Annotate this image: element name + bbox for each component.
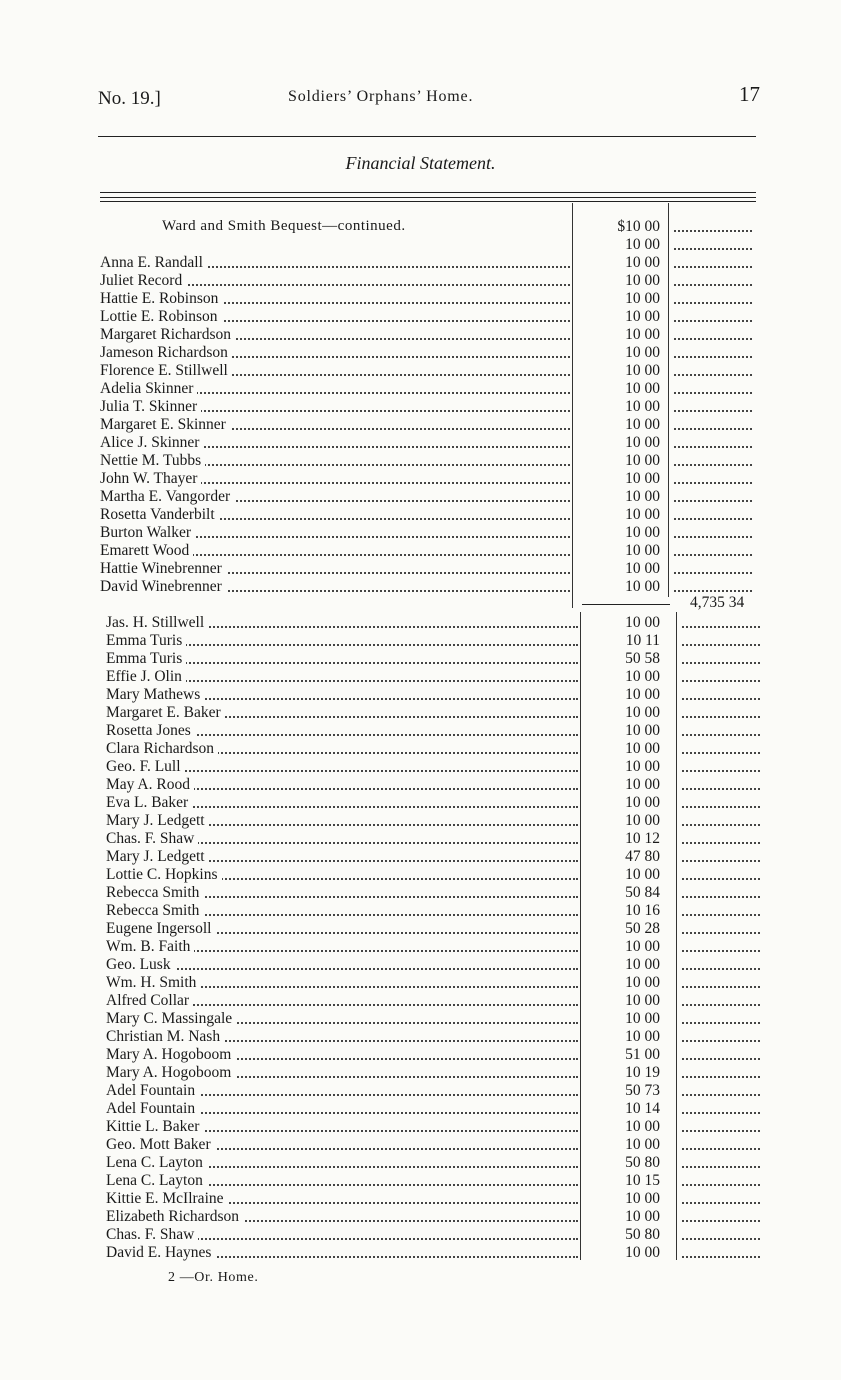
amount: 10 00: [625, 794, 660, 811]
page-header: [98, 80, 760, 110]
payee-name: [100, 524, 570, 542]
leader-dots: [682, 1238, 760, 1240]
leader-dots: [674, 428, 752, 430]
payee-name-text: David Winebrenner: [100, 578, 226, 595]
leader-dots: [674, 500, 752, 502]
amount: 10 00: [625, 956, 660, 973]
leader-dots: [682, 770, 760, 772]
payee-name-text: Mary A. Hogoboom: [106, 1064, 235, 1081]
payee-name: [100, 308, 570, 326]
ledger-row: [0, 704, 841, 722]
amount: 10 00: [625, 470, 660, 487]
payee-name: [100, 560, 570, 578]
amount: 10 00: [625, 416, 660, 433]
running-title: Soldiers’ Orphans’ Home.: [288, 88, 474, 105]
ledger-row: [0, 1100, 841, 1118]
payee-name: [106, 1064, 578, 1082]
payee-name: [106, 830, 578, 848]
payee-name-text: Margaret Richardson: [100, 326, 235, 343]
amount: 10 00: [625, 560, 660, 577]
ledger-row: [0, 668, 841, 686]
ledger-row: [0, 1010, 841, 1028]
ledger-row: [0, 470, 841, 488]
leader-dots: [682, 1022, 760, 1024]
payee-name: [106, 776, 578, 794]
payee-name: [106, 992, 578, 1010]
payee-name-text: Hattie Winebrenner: [100, 560, 226, 577]
amount: 50 80: [625, 1226, 660, 1243]
payee-name-text: Nettie M. Tubbs: [100, 452, 205, 469]
payee-name-text: Rebecca Smith: [106, 884, 203, 901]
ledger-row: [0, 614, 841, 632]
payee-name: [100, 272, 570, 290]
leader-dots: [674, 266, 752, 268]
amount: 10 00: [625, 1190, 660, 1207]
section-subtitle: Financial Statement.: [345, 153, 496, 173]
payee-name: [106, 1046, 578, 1064]
amount: 50 80: [625, 1154, 660, 1171]
payee-name-text: Alice J. Skinner: [100, 434, 203, 451]
leader-dots: [682, 842, 760, 844]
payee-name-text: Chas. F. Shaw: [106, 830, 198, 847]
ledger-row: [0, 1118, 841, 1136]
ledger-row: [0, 776, 841, 794]
payee-name: [106, 1190, 578, 1208]
amount: 10 00: [625, 938, 660, 955]
payee-name: [100, 362, 570, 380]
ledger-row: [0, 1208, 841, 1226]
amount: 10 15: [625, 1172, 660, 1189]
leader-dots: [674, 410, 752, 412]
payee-name: [106, 956, 578, 974]
payee-name: [106, 1118, 578, 1136]
payee-name-text: Mary Mathews: [106, 686, 204, 703]
group-total: 4,735 34: [690, 594, 745, 611]
payee-name-text: Geo. Lusk: [106, 956, 175, 973]
ledger-row: [0, 650, 841, 668]
ledger-row: [0, 236, 841, 254]
payee-name-text: Rebecca Smith: [106, 902, 203, 919]
leader-dots: [674, 554, 752, 556]
amount: 10 00: [625, 704, 660, 721]
payee-name: [106, 614, 578, 632]
payee-name: [106, 740, 578, 758]
amount: 51 00: [625, 1046, 660, 1063]
leader-dots: [682, 716, 760, 718]
payee-name: [106, 1082, 578, 1100]
payee-name-text: Wm. H. Smith: [106, 974, 200, 991]
amount: 10 00: [625, 614, 660, 631]
leader-dots: [682, 1058, 760, 1060]
payee-name: [106, 902, 578, 920]
ledger-row: [0, 920, 841, 938]
amount: 10 00: [625, 578, 660, 595]
ledger-row: [0, 1190, 841, 1208]
payee-name-text: Jas. H. Stillwell: [106, 614, 208, 631]
ledger-row: [0, 452, 841, 470]
payee-name-text: Geo. F. Lull: [106, 758, 185, 775]
ledger-row: [0, 290, 841, 308]
ledger-row: [0, 992, 841, 1010]
payee-name: [106, 686, 578, 704]
leader-dots: [682, 644, 760, 646]
payee-name-text: Wm. B. Faith: [106, 938, 194, 955]
payee-name-text: Eugene Ingersoll: [106, 920, 215, 937]
leader-dots: [682, 626, 760, 628]
ledger-row: [0, 902, 841, 920]
amount: 50 28: [625, 920, 660, 937]
ledger-row: [0, 722, 841, 740]
ledger-row: [0, 308, 841, 326]
ledger-row: [0, 794, 841, 812]
table-top-rule-3: [100, 201, 756, 202]
ledger-row: [0, 398, 841, 416]
payee-name-text: Mary J. Ledgett: [106, 848, 209, 865]
leader-dots: [674, 572, 752, 574]
amount: 10 00: [625, 992, 660, 1009]
payee-name-text: Burton Walker: [100, 524, 195, 541]
page-number: 17: [739, 82, 760, 106]
amount: $10 00: [617, 218, 660, 235]
leader-dots: [682, 932, 760, 934]
ledger-row: [0, 1082, 841, 1100]
ledger-row: [0, 416, 841, 434]
payee-name: [106, 704, 578, 722]
ledger-row: [0, 1064, 841, 1082]
amount: 50 58: [625, 650, 660, 667]
ledger-row: [0, 434, 841, 452]
payee-name-text: Christian M. Nash: [106, 1028, 224, 1045]
amount: 10 00: [625, 1136, 660, 1153]
amount: 10 00: [625, 308, 660, 325]
table-top-rule: [100, 192, 756, 193]
ledger-row: [0, 812, 841, 830]
payee-name-text: Rosetta Vanderbilt: [100, 506, 219, 523]
ledger-row: [0, 344, 841, 362]
leader-dots: [682, 1220, 760, 1222]
document-number: No. 19.]: [98, 88, 161, 109]
leader-dots: [674, 482, 752, 484]
payee-name-text: Geo. Mott Baker: [106, 1136, 215, 1153]
payee-name-text: Lena C. Layton: [106, 1172, 207, 1189]
leader-dots: [682, 914, 760, 916]
payee-name-text: Mary A. Hogoboom: [106, 1046, 235, 1063]
ledger-row: [0, 488, 841, 506]
amount: 10 00: [625, 1028, 660, 1045]
leader-dots: [674, 590, 752, 592]
ledger-row: [0, 884, 841, 902]
ledger-row: [0, 1244, 841, 1262]
payee-name: [106, 722, 578, 740]
section-heading: Ward and Smith Bequest—continued.: [162, 218, 406, 234]
leader-dots: [674, 464, 752, 466]
leader-dots: [682, 878, 760, 880]
ledger-row: [0, 380, 841, 398]
payee-name-text: Hattie E. Robinson: [100, 290, 222, 307]
ledger-row: [0, 938, 841, 956]
amount: 10 00: [625, 488, 660, 505]
payee-name: [106, 1226, 578, 1244]
ledger-row: [0, 272, 841, 290]
ledger-row: [0, 848, 841, 866]
payee-name-text: Julia T. Skinner: [100, 398, 201, 415]
payee-name: [106, 938, 578, 956]
ledger-row: [0, 362, 841, 380]
amount: 10 00: [625, 776, 660, 793]
leader-dots: [682, 1202, 760, 1204]
payee-name: [100, 506, 570, 524]
amount: 10 00: [625, 506, 660, 523]
amount: 10 00: [625, 524, 660, 541]
payee-name: [100, 488, 570, 506]
amount: 10 00: [625, 344, 660, 361]
ledger-row: [0, 740, 841, 758]
leader-dots: [674, 374, 752, 376]
payee-name: [100, 416, 570, 434]
payee-name-text: Emarett Wood: [100, 542, 193, 559]
leader-dots: [682, 752, 760, 754]
amount: 10 00: [625, 1010, 660, 1027]
payee-name-text: Anna E. Randall: [100, 254, 207, 271]
payee-name-text: Emma Turis: [106, 632, 186, 649]
ledger-row: [0, 632, 841, 650]
amount: 10 00: [625, 236, 660, 253]
payee-name-text: Margaret E. Baker: [106, 704, 225, 721]
payee-name: [106, 1010, 578, 1028]
amount: 10 12: [625, 830, 660, 847]
ledger-row: [0, 1136, 841, 1154]
payee-name-text: Martha E. Vangorder: [100, 488, 234, 505]
amount: 47 80: [625, 848, 660, 865]
payee-name: [100, 344, 570, 362]
amount: 10 00: [625, 272, 660, 289]
amount: 10 00: [625, 686, 660, 703]
payee-name-text: Clara Richardson: [106, 740, 218, 757]
leader-dots: [682, 986, 760, 988]
payee-name-text: David E. Haynes: [106, 1244, 215, 1261]
leader-dots: [682, 1148, 760, 1150]
ledger-row: [0, 1154, 841, 1172]
payee-name: [106, 812, 578, 830]
leader-dots: [682, 806, 760, 808]
payee-name-text: Mary J. Ledgett: [106, 812, 209, 829]
payee-name-text: Florence E. Stillwell: [100, 362, 232, 379]
payee-name: [106, 758, 578, 776]
payee-name: [100, 434, 570, 452]
payee-name: [100, 290, 570, 308]
payee-name-text: Lottie C. Hopkins: [106, 866, 222, 883]
payee-name-text: Eva L. Baker: [106, 794, 192, 811]
payee-name: [106, 1028, 578, 1046]
leader-dots: [674, 302, 752, 304]
ledger-row: [0, 1028, 841, 1046]
amount: 10 00: [625, 452, 660, 469]
leader-dots: [682, 896, 760, 898]
payee-name-text: Margaret E. Skinner: [100, 416, 230, 433]
payee-name: [100, 380, 570, 398]
leader-dots: [682, 1094, 760, 1096]
payee-name-text: Kittie E. McIlraine: [106, 1190, 228, 1207]
ledger-row: [0, 542, 841, 560]
amount: 10 00: [625, 362, 660, 379]
amount: 10 00: [625, 668, 660, 685]
ledger-row: [0, 1226, 841, 1244]
payee-name-text: Jameson Richardson: [100, 344, 232, 361]
payee-name: [100, 398, 570, 416]
amount: 10 00: [625, 1244, 660, 1261]
leader-dots: [682, 734, 760, 736]
payee-name-text: Chas. F. Shaw: [106, 1226, 198, 1243]
leader-dots: [682, 698, 760, 700]
payee-name: [106, 848, 578, 866]
leader-dots: [674, 392, 752, 394]
header-rule: [98, 136, 756, 137]
leader-dots: [682, 1076, 760, 1078]
payee-name: [106, 1154, 578, 1172]
payee-name: [106, 794, 578, 812]
ledger-row: [0, 326, 841, 344]
payee-name: [100, 452, 570, 470]
ledger-row: [0, 1046, 841, 1064]
leader-dots: [682, 968, 760, 970]
leader-dots: [674, 446, 752, 448]
leader-dots: [682, 1130, 760, 1132]
leader-dots: [674, 230, 752, 232]
leader-dots: [682, 788, 760, 790]
amount: 10 00: [625, 326, 660, 343]
ledger-row: [0, 506, 841, 524]
amount: 10 00: [625, 290, 660, 307]
amount: 10 00: [625, 866, 660, 883]
amount: 10 16: [625, 902, 660, 919]
amount: 10 00: [625, 254, 660, 271]
leader-dots: [682, 1004, 760, 1006]
amount: 10 11: [625, 632, 660, 649]
leader-dots: [674, 536, 752, 538]
ledger-row: [0, 524, 841, 542]
payee-name: [106, 1136, 578, 1154]
payee-name: [106, 1244, 578, 1262]
payee-name-text: Elizabeth Richardson: [106, 1208, 243, 1225]
leader-dots: [682, 1256, 760, 1258]
payee-name: [106, 1100, 578, 1118]
payee-name: [100, 578, 570, 596]
leader-dots: [682, 1166, 760, 1168]
payee-name: [106, 866, 578, 884]
payee-name: [106, 920, 578, 938]
payee-name-text: Lottie E. Robinson: [100, 308, 222, 325]
payee-name-text: Effie J. Olin: [106, 668, 186, 685]
amount: 10 00: [625, 434, 660, 451]
leader-dots: [674, 320, 752, 322]
payee-name-text: Adel Fountain: [106, 1082, 199, 1099]
payee-name: [106, 1172, 578, 1190]
leader-dots: [682, 1040, 760, 1042]
ledger-row: [0, 758, 841, 776]
ledger-row: [0, 866, 841, 884]
leader-dots: [674, 248, 752, 250]
payee-name: [106, 1208, 578, 1226]
ledger-row: [0, 560, 841, 578]
payee-name-text: May A. Rood: [106, 776, 194, 793]
subtotal-rule: [582, 604, 670, 605]
payee-name-text: Mary C. Massingale: [106, 1010, 236, 1027]
payee-name-text: Adelia Skinner: [100, 380, 197, 397]
payee-name: [100, 542, 570, 560]
payee-name: [106, 650, 578, 668]
amount: 10 00: [625, 812, 660, 829]
amount: 10 00: [625, 722, 660, 739]
ledger-row: [0, 974, 841, 992]
ledger-row: [0, 254, 841, 272]
ledger-row: [0, 956, 841, 974]
payee-name: [106, 884, 578, 902]
payee-name: [106, 632, 578, 650]
amount: 10 00: [625, 542, 660, 559]
ledger-row: [0, 1172, 841, 1190]
ledger-row: [0, 218, 841, 236]
table-top-rule-2: [100, 197, 756, 198]
leader-dots: [682, 662, 760, 664]
amount: 10 00: [625, 1118, 660, 1135]
leader-dots: [674, 518, 752, 520]
ledger-row: [0, 686, 841, 704]
payee-name: [100, 254, 570, 272]
payee-name: [100, 470, 570, 488]
signature-mark: 2 —Or. Home.: [168, 1270, 259, 1285]
payee-name-text: Emma Turis: [106, 650, 186, 667]
payee-name-text: John W. Thayer: [100, 470, 201, 487]
payee-name-text: Adel Fountain: [106, 1100, 199, 1117]
payee-name: [106, 974, 578, 992]
payee-name-text: Lena C. Layton: [106, 1154, 207, 1171]
payee-name-text: Kittie L. Baker: [106, 1118, 203, 1135]
amount: 10 00: [625, 380, 660, 397]
leader-dots: [682, 824, 760, 826]
leader-dots: [682, 1112, 760, 1114]
payee-name: [100, 326, 570, 344]
payee-name-text: Juliet Record: [100, 272, 186, 289]
amount: 10 00: [625, 398, 660, 415]
amount: 10 19: [625, 1064, 660, 1081]
leader-dots: [682, 680, 760, 682]
leader-dots: [682, 1184, 760, 1186]
payee-name-text: Alfred Collar: [106, 992, 193, 1009]
amount: 10 00: [625, 1208, 660, 1225]
amount: 10 00: [625, 740, 660, 757]
amount: 50 73: [625, 1082, 660, 1099]
ledger-row: [0, 830, 841, 848]
leader-dots: [674, 338, 752, 340]
amount: 50 84: [625, 884, 660, 901]
leader-dots: [674, 284, 752, 286]
amount: 10 14: [625, 1100, 660, 1117]
payee-name-text: Rosetta Jones: [106, 722, 195, 739]
payee-name: [106, 668, 578, 686]
leader-dots: [682, 860, 760, 862]
amount: 10 00: [625, 758, 660, 775]
amount: 10 00: [625, 974, 660, 991]
leader-dots: [682, 950, 760, 952]
leader-dots: [674, 356, 752, 358]
